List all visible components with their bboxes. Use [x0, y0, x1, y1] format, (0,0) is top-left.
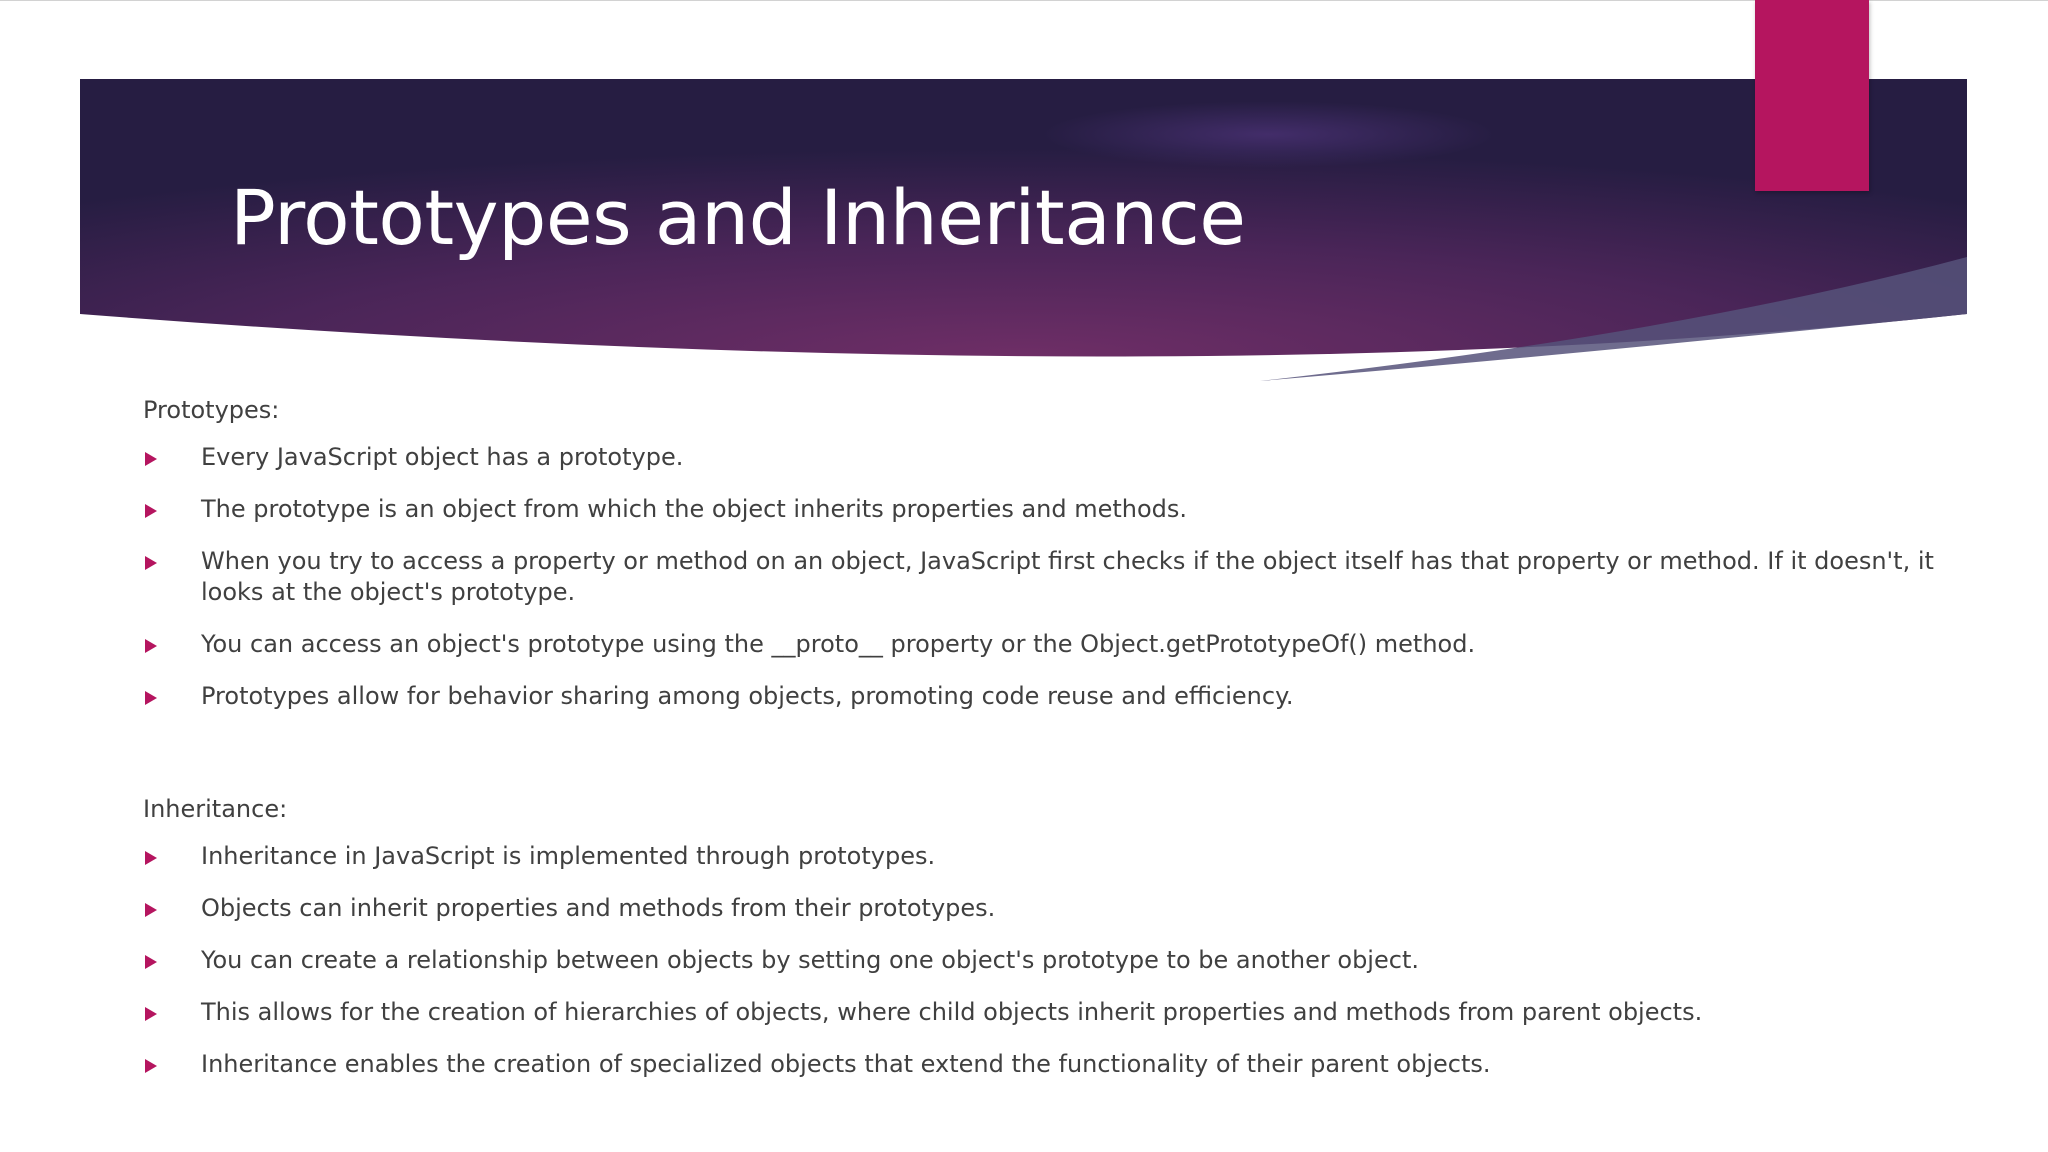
list-item	[143, 893, 1963, 924]
accent-tab	[1755, 0, 1869, 191]
triangle-bullet-icon	[145, 504, 157, 518]
slide-content	[143, 390, 1963, 1101]
list-item	[143, 945, 1963, 976]
bullet-text: Inheritance enables the creation of specialized objects that extend the functionality of their parent objects.	[201, 1050, 1491, 1078]
bullet-list	[143, 442, 1963, 712]
triangle-bullet-icon	[145, 556, 157, 570]
bullet-text: You can access an object's prototype using the __proto__ property or the Object.getPrototypeOf() method.	[201, 630, 1476, 658]
top-border-line	[0, 0, 2048, 1]
bullet-list	[143, 841, 1963, 1080]
slide-title: Prototypes and Inheritance	[230, 173, 1246, 262]
section-prototypes	[143, 390, 1963, 712]
triangle-bullet-icon	[145, 1059, 157, 1073]
list-item	[143, 997, 1963, 1028]
triangle-bullet-icon	[145, 691, 157, 705]
triangle-bullet-icon	[145, 452, 157, 466]
bullet-text: Inheritance in JavaScript is implemented through prototypes.	[201, 842, 936, 870]
bullet-text: Prototypes allow for behavior sharing among objects, promoting code reuse and efficiency.	[201, 682, 1294, 710]
bullet-text: This allows for the creation of hierarchies of objects, where child objects inherit properties and methods from parent objects.	[201, 998, 1703, 1026]
list-item	[143, 442, 1963, 473]
bullet-text: You can create a relationship between objects by setting one object's prototype to be another object.	[201, 946, 1419, 974]
section-spacer	[143, 733, 1963, 789]
triangle-bullet-icon	[145, 639, 157, 653]
section-inheritance	[143, 789, 1963, 1080]
triangle-bullet-icon	[145, 955, 157, 969]
list-item	[143, 629, 1963, 660]
triangle-bullet-icon	[145, 903, 157, 917]
list-item	[143, 1049, 1963, 1080]
bullet-text: Every JavaScript object has a prototype.	[201, 443, 684, 471]
list-item	[143, 494, 1963, 525]
triangle-bullet-icon	[145, 851, 157, 865]
section-heading: Inheritance:	[143, 795, 288, 823]
bullet-text: When you try to access a property or method on an object, JavaScript first checks if the object itself has that property or method. If it doesn't, it looks at the object's prototype.	[201, 547, 1934, 606]
bullet-text: The prototype is an object from which the object inherits properties and methods.	[201, 495, 1188, 523]
list-item	[143, 681, 1963, 712]
section-heading: Prototypes:	[143, 396, 280, 424]
list-item	[143, 841, 1963, 872]
bullet-text: Objects can inherit properties and methods from their prototypes.	[201, 894, 996, 922]
triangle-bullet-icon	[145, 1007, 157, 1021]
list-item	[143, 546, 1963, 608]
